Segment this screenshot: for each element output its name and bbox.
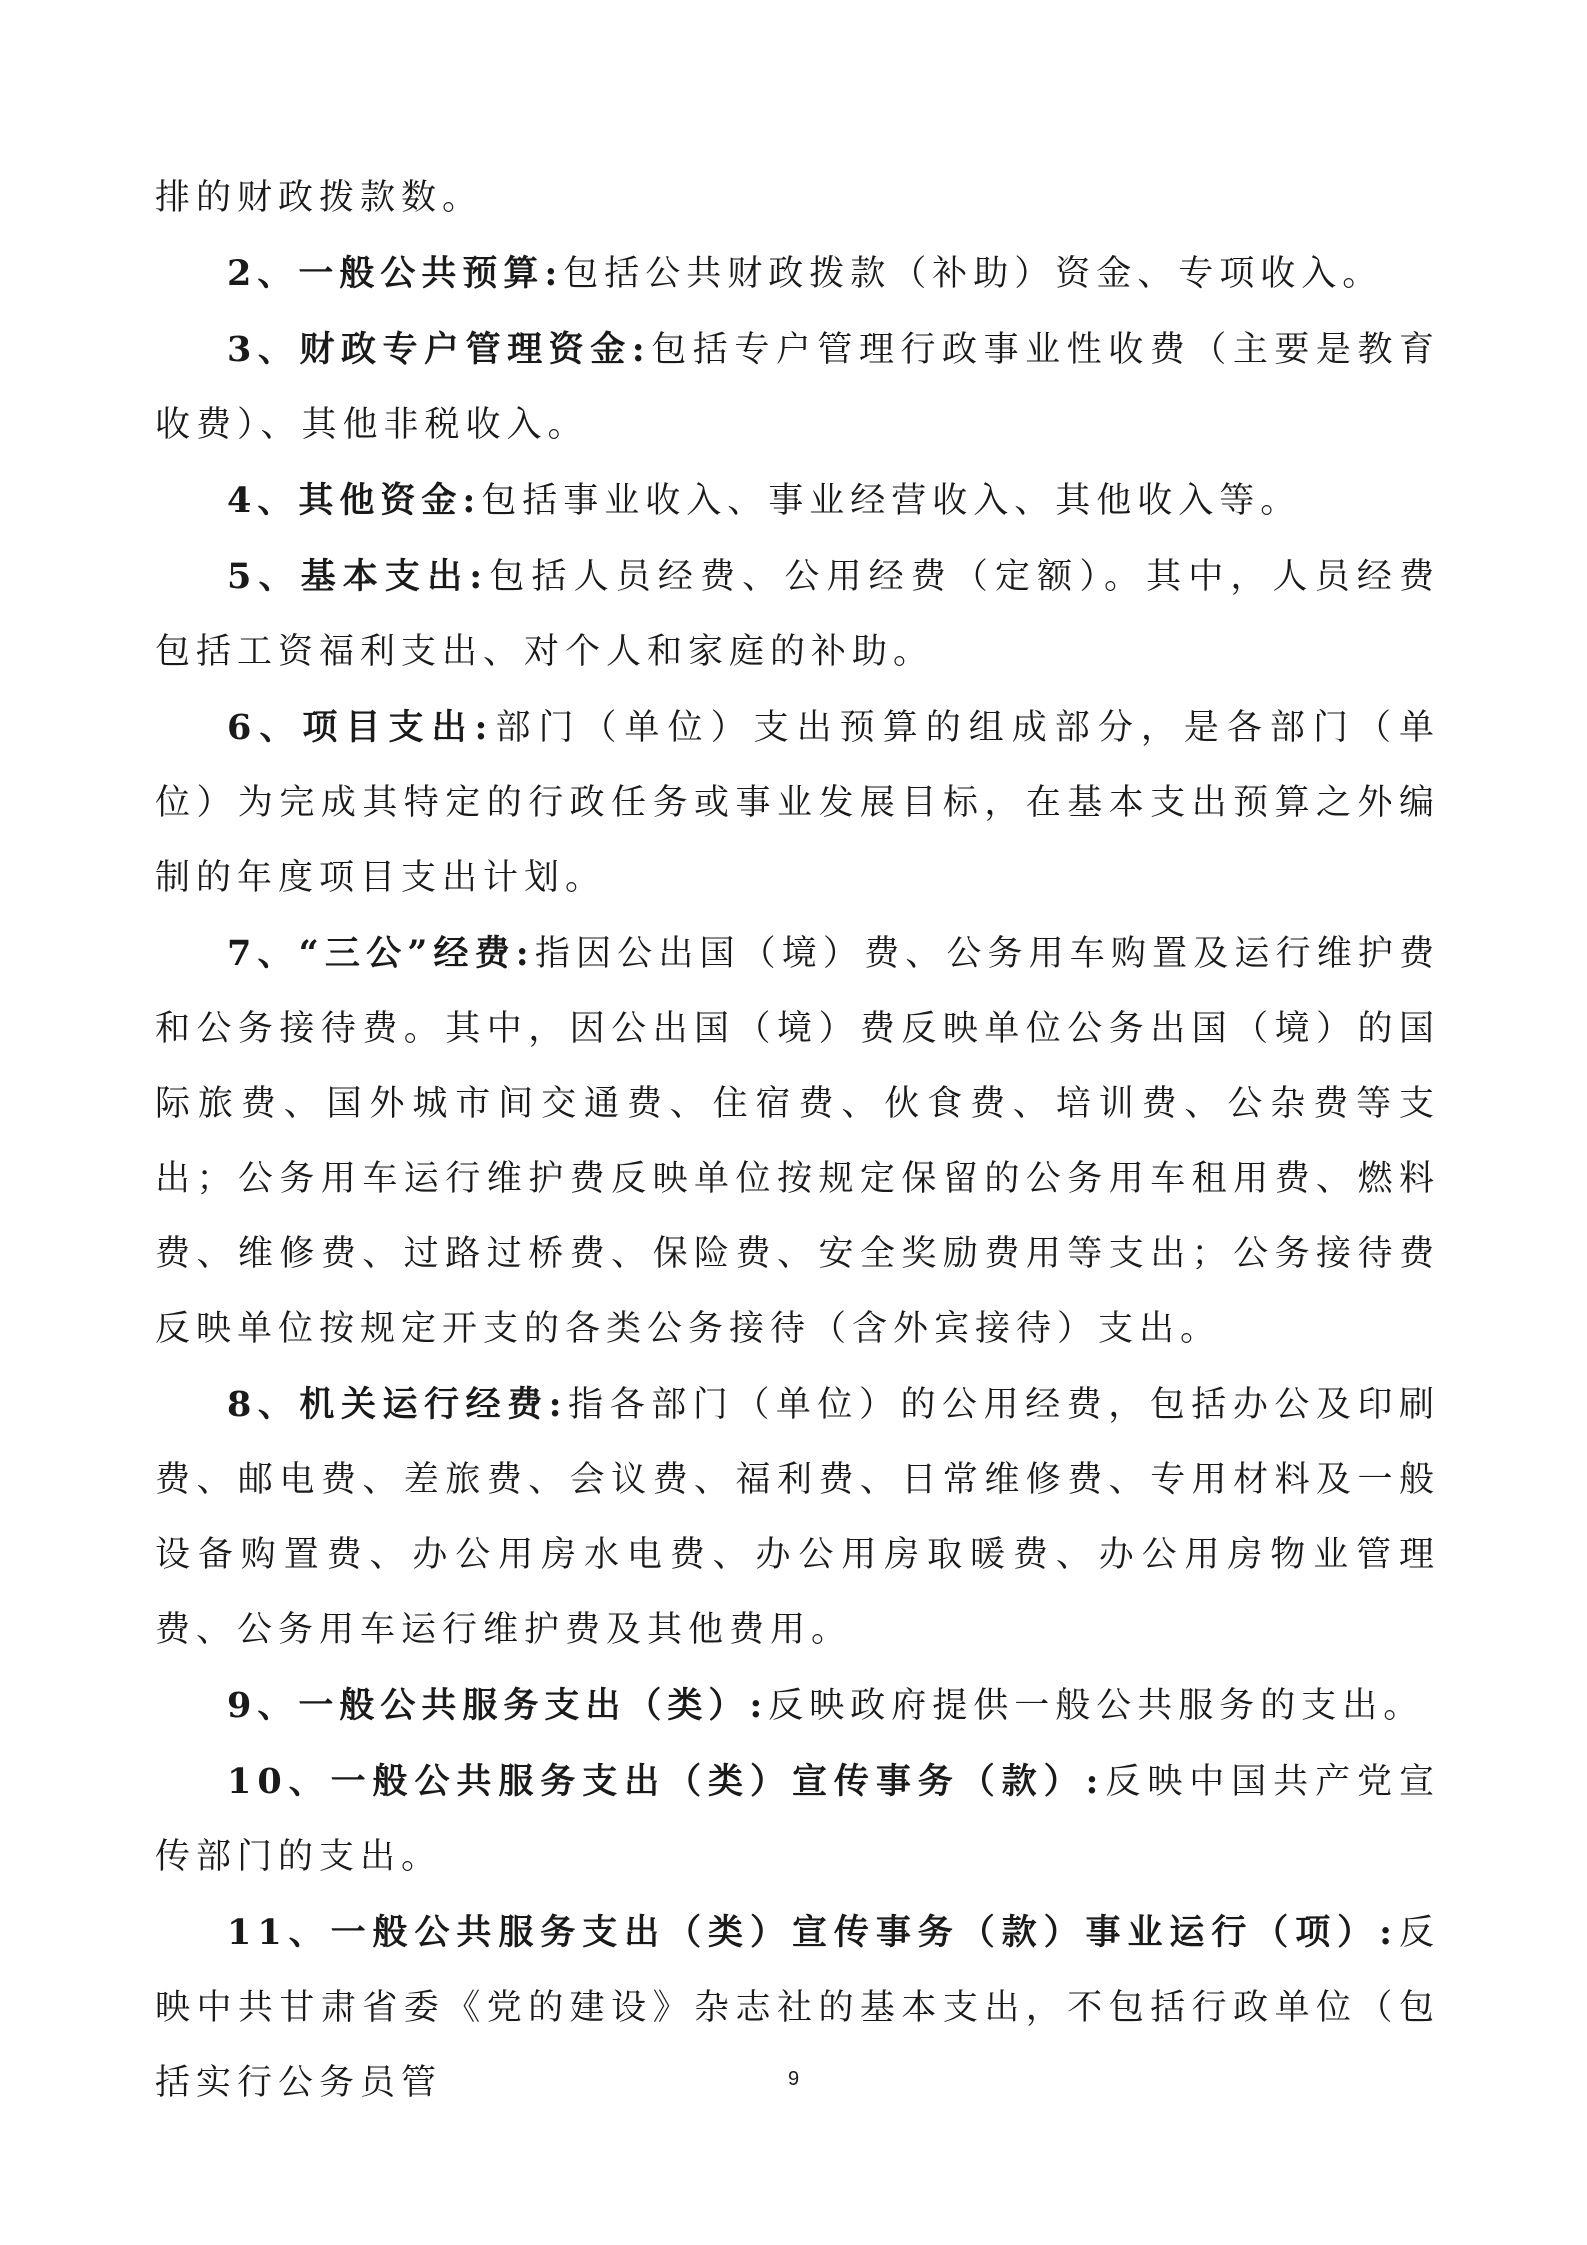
paragraph-text: 排的财政拨款数。 — [155, 178, 484, 218]
paragraph-1 — [155, 236, 1440, 312]
paragraph-9 — [155, 1744, 1440, 1895]
paragraph-term: 3、财政专户管理资金: — [227, 329, 651, 370]
paragraph-text: 包括人员经费、公用经费（定额）。其中，人员经费包括工资福利支出、对个人和家庭的补助。 — [155, 557, 1440, 672]
paragraph-2 — [155, 312, 1440, 463]
paragraph-term: 6、项目支出: — [227, 707, 494, 748]
paragraph-4 — [155, 539, 1440, 690]
paragraph-text: 包括公共财政拨款（补助）资金、专项收入。 — [563, 254, 1384, 294]
paragraph-text: 反映政府提供一般公共服务的支出。 — [768, 1686, 1425, 1726]
paragraph-term: 5、基本支出: — [227, 556, 489, 597]
paragraph-text: 反映中国共产党宣传部门的支出。 — [155, 1762, 1440, 1877]
paragraph-text: 包括专户管理行政事业性收费（主要是教育收费）、其他非税收入。 — [155, 330, 1440, 445]
paragraph-term: 10、一般公共服务支出（类）宣传事务（款）: — [227, 1761, 1105, 1802]
paragraph-7 — [155, 1367, 1440, 1668]
paragraph-text: 包括事业收入、事业经营收入、其他收入等。 — [481, 481, 1302, 521]
paragraph-term: 8、机关运行经费: — [227, 1384, 568, 1425]
paragraph-0 — [155, 160, 1440, 236]
paragraph-term: 11、一般公共服务支出（类）宣传事务（款）事业运行（项）: — [227, 1912, 1399, 1953]
paragraph-term: 2、一般公共预算: — [227, 253, 564, 294]
paragraph-term: 9、一般公共服务支出（类）: — [227, 1685, 769, 1726]
paragraph-text: 反映中共甘肃省委《党的建设》杂志社的基本支出，不包括行政单位（包括实行公务员管 — [155, 1913, 1440, 2103]
paragraph-text: 指各部门（单位）的公用经费，包括办公及印刷费、邮电费、差旅费、会议费、福利费、日常维修费、专用材料及一般设备购置费、办公用房水电费、办公用房取暖费、办公用房物业管理费、公务用车运行维护费及其他费用。 — [155, 1385, 1440, 1650]
paragraph-text: 部门（单位）支出预算的组成部分，是各部门（单位）为完成其特定的行政任务或事业发展目标，在基本支出预算之外编制的年度项目支出计划。 — [155, 708, 1440, 898]
page-number: 9 — [787, 2068, 800, 2090]
paragraph-term: 4、其他资金: — [227, 480, 482, 521]
paragraph-3 — [155, 463, 1440, 539]
paragraph-term: 7、“三公”经费: — [227, 933, 535, 974]
document-body — [155, 160, 1440, 2121]
paragraph-8 — [155, 1668, 1440, 1744]
paragraph-6 — [155, 916, 1440, 1367]
paragraph-text: 指因公出国（境）费、公务用车购置及运行维护费和公务接待费。其中，因公出国（境）费反映单位公务出国（境）的国际旅费、国外城市间交通费、住宿费、伙食费、培训费、公杂费等支出；公务用车运行维护费反映单位按规定保留的公务用车租用费、燃料费、维修费、过路过桥费、保险费、安全奖励费用等支出；公务接待费反映单位按规定开支的各类公务接待（含外宾接待）支出。 — [155, 934, 1440, 1349]
paragraph-5 — [155, 690, 1440, 916]
